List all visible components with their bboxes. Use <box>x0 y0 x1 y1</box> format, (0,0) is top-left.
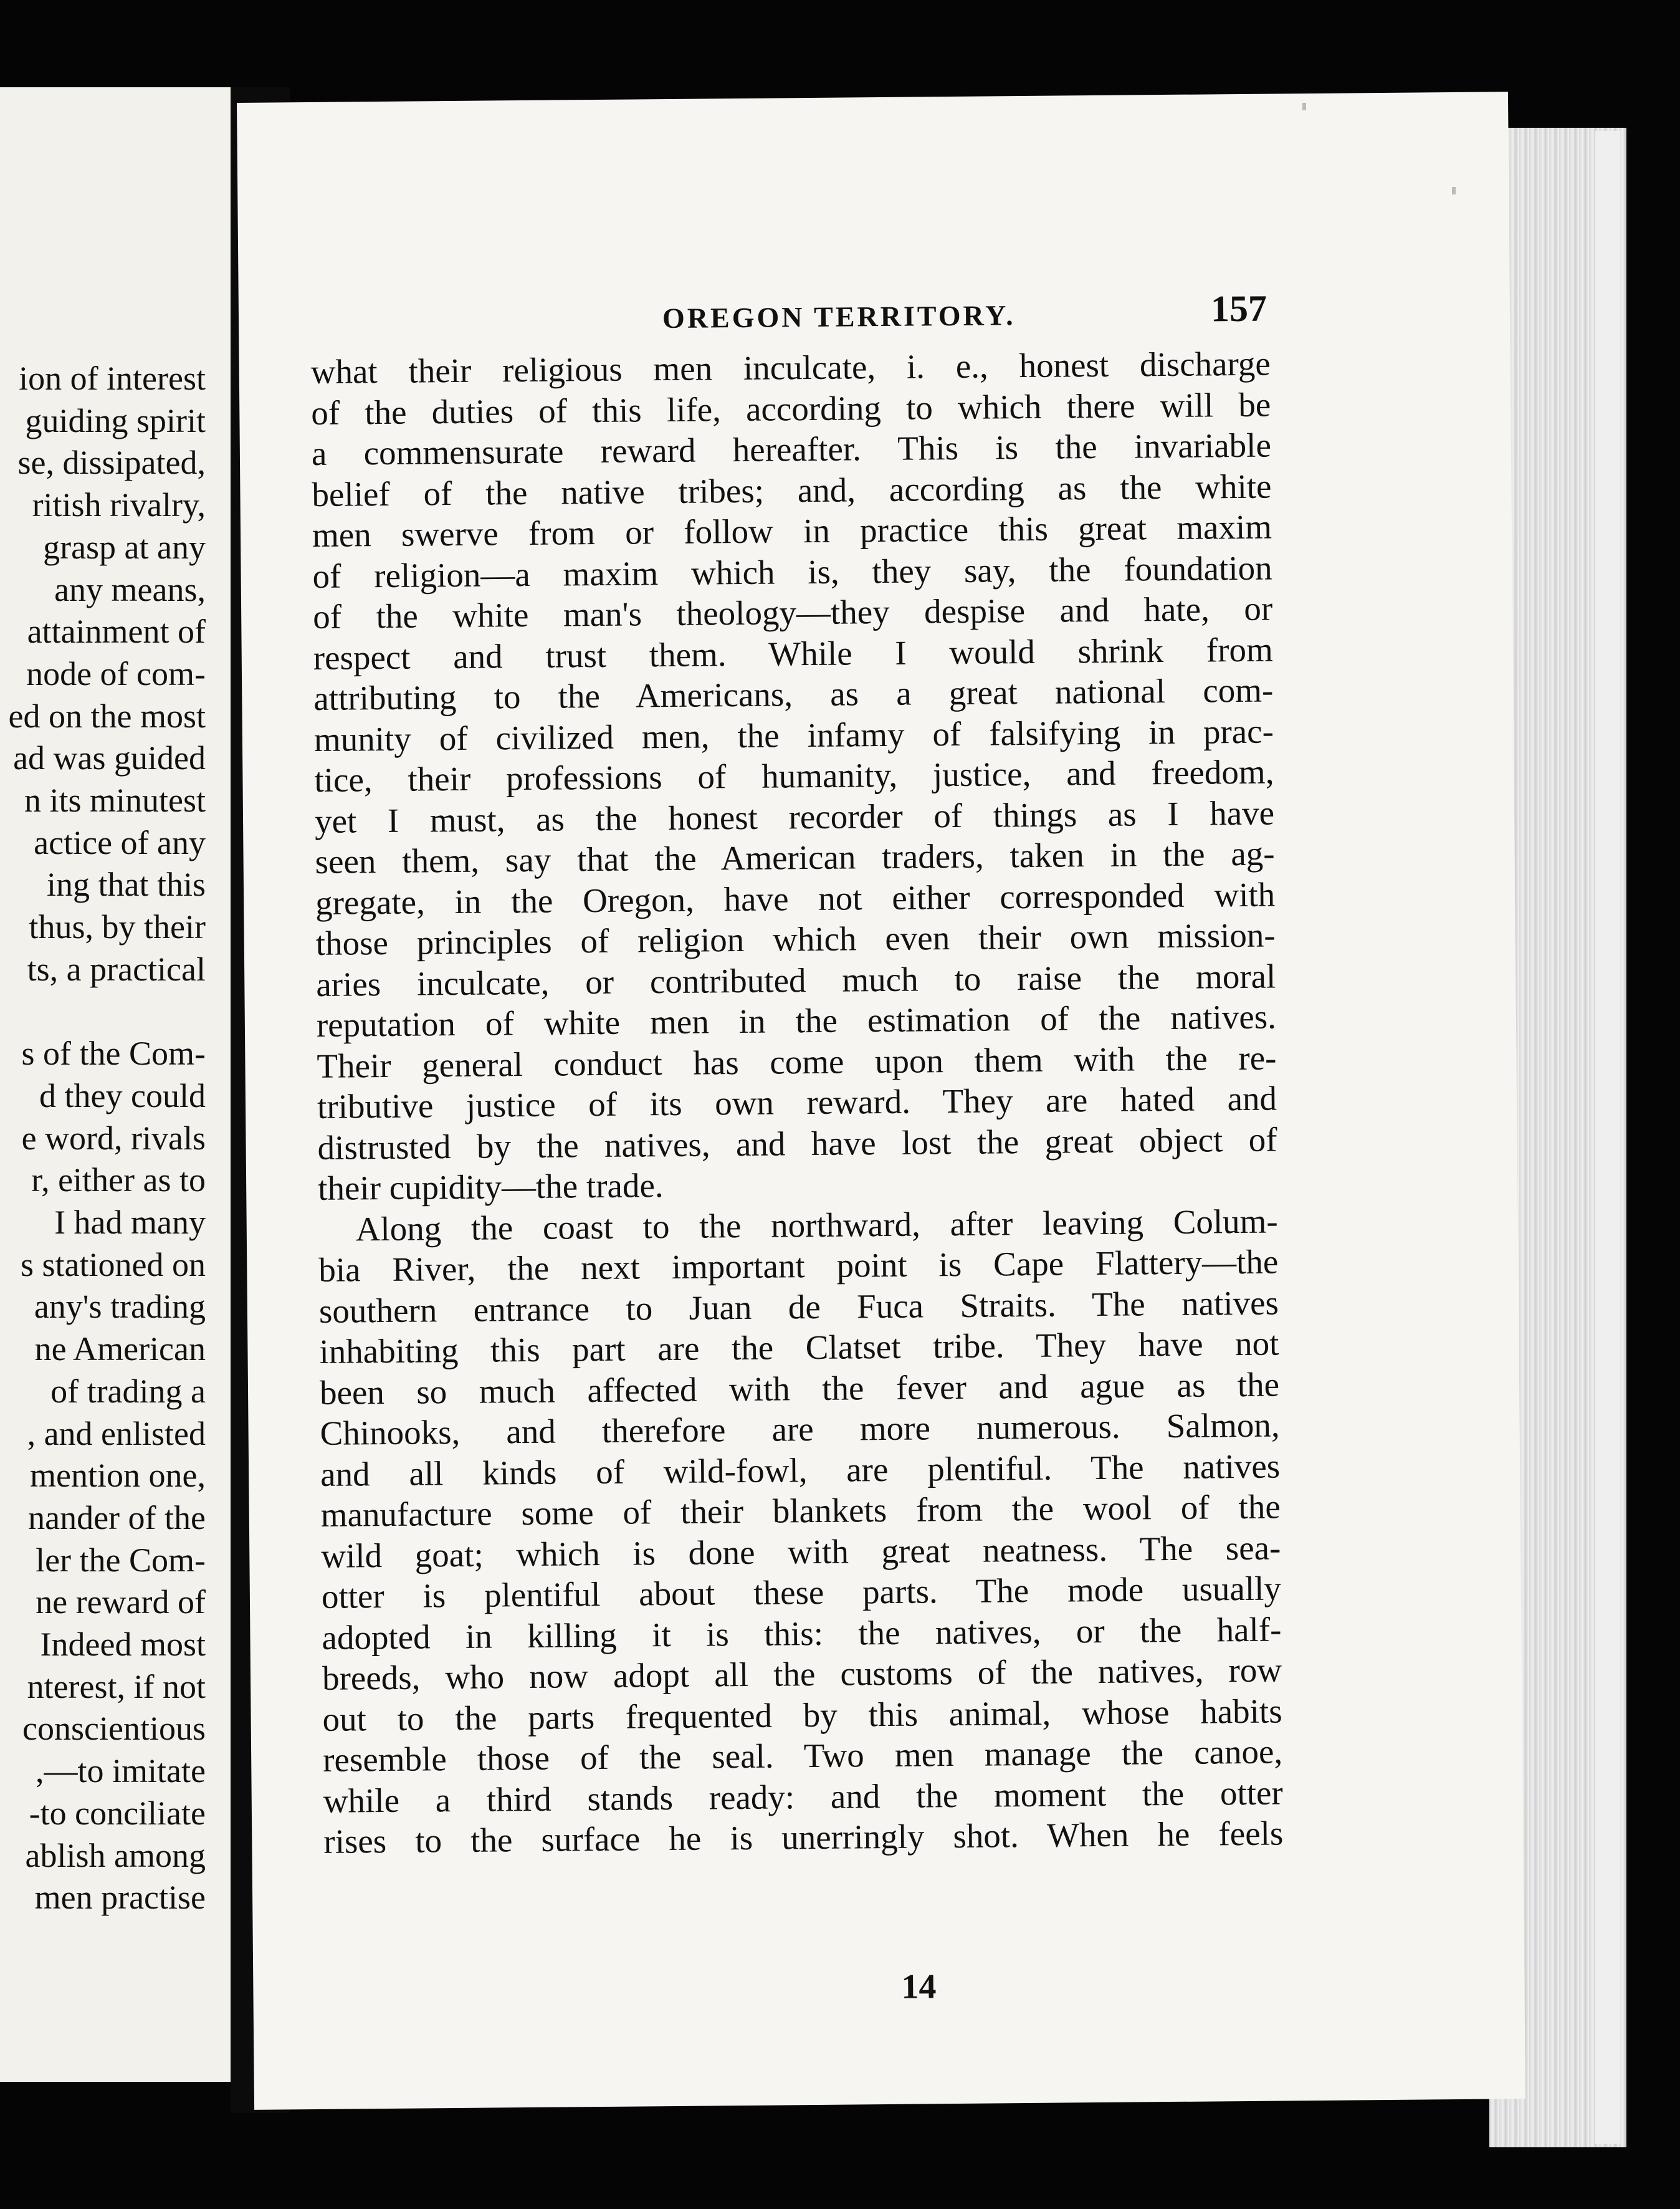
text-line: distrusted by the natives, and have lost the great object of <box>317 1119 1277 1167</box>
left-page <box>0 87 231 2082</box>
text-line: otter is plentiful about these parts. The mode usually <box>321 1569 1282 1616</box>
left-page-line: thus, by their <box>29 908 206 946</box>
left-page-line: ts, a practical <box>27 950 206 988</box>
left-page-line: nterest, if not <box>27 1667 206 1705</box>
text-line: Their general conduct has come upon them with the re- <box>317 1038 1277 1085</box>
left-page-line: ion of interest <box>19 360 206 397</box>
text-line: yet I must, as the honest recorder of things as I have <box>314 793 1275 840</box>
text-line: rises to the surface he is unerringly shot. When he feels <box>323 1814 1284 1861</box>
text-line: reputation of white men in the estimation of the natives. <box>316 997 1277 1044</box>
left-page-line: s of the Com- <box>21 1035 206 1073</box>
scan-speck <box>1302 103 1306 110</box>
text-line: resemble those of the seal. Two men manage the canoe, <box>322 1732 1283 1779</box>
left-page-line: of trading a <box>50 1372 206 1410</box>
text-line: manufacture some of their blankets from the wool of the <box>320 1487 1281 1534</box>
left-page-line: ing that this <box>47 866 206 904</box>
left-page-line: ablish among <box>25 1836 206 1874</box>
text-line: bia River, the next important point is Cape Flattery—the <box>318 1242 1279 1289</box>
left-page-line: , and enlisted <box>27 1414 206 1452</box>
text-line: inhabiting this part are the Clatset tribe. They have not <box>319 1324 1279 1371</box>
left-page-line: any's trading <box>34 1288 206 1326</box>
text-line: while a third stands ready: and the moment the otter <box>323 1773 1283 1820</box>
left-page-line: men practise <box>34 1879 206 1917</box>
body-text <box>310 343 1283 1862</box>
text-line: of religion—a maxim which is, they say, the foundation <box>312 549 1272 595</box>
text-line: adopted in killing it is this: the natives, or the half- <box>322 1609 1282 1657</box>
text-line: tice, their professions of humanity, justice, and freedom, <box>314 752 1274 799</box>
text-line: respect and trust them. While I would shrink from <box>313 630 1273 677</box>
left-page-line: node of com- <box>26 654 206 692</box>
left-page-line: guiding spirit <box>25 401 206 439</box>
text-line: of the white man's theology—they despise and hate, or <box>312 589 1273 636</box>
text-line: breeds, who now adopt all the customs of the natives, row <box>322 1651 1282 1697</box>
left-page-line: -to conciliate <box>29 1794 206 1832</box>
left-page-line: ad was guided <box>13 739 206 777</box>
left-page-line: se, dissipated, <box>17 444 206 482</box>
left-page-line: n its minutest <box>24 782 206 819</box>
left-page-line: e word, rivals <box>21 1119 206 1157</box>
left-page-line: attainment of <box>27 613 206 651</box>
text-line: attributing to the Americans, as a great national com- <box>313 671 1274 717</box>
left-page-line: s stationed on <box>21 1245 206 1283</box>
left-page-line: Indeed most <box>40 1626 206 1663</box>
page-number: 157 <box>1210 287 1267 330</box>
left-page-line: ritish rivalry, <box>32 486 206 524</box>
running-head: OREGON TERRITORY. <box>662 299 1016 335</box>
text-line: seen them, say that the American traders, taken in the ag- <box>315 834 1275 881</box>
signature-mark: 14 <box>901 1967 937 2006</box>
right-page <box>237 92 1525 2110</box>
left-page-line: r, either as to <box>31 1161 206 1199</box>
text-line: those principles of religion which even their own mission- <box>315 916 1276 962</box>
left-page-line: grasp at any <box>43 528 206 566</box>
text-line: of the duties of this life, according to which there will be <box>311 385 1271 432</box>
text-line: wild goat; which is done with great neatness. The sea- <box>321 1528 1281 1575</box>
left-page-line: ne reward of <box>36 1583 206 1621</box>
text-line: tributive justice of its own reward. They are hated and <box>317 1079 1277 1126</box>
text-line: Along the coast to the northward, after leaving Colum- <box>355 1201 1278 1248</box>
left-page-line: I had many <box>54 1204 206 1241</box>
text-line: munity of civilized men, the infamy of falsifying in prac- <box>313 712 1274 759</box>
text-line: southern entrance to Juan de Fuca Straits. The natives <box>318 1283 1279 1330</box>
left-page-line: ,—to imitate <box>36 1752 206 1790</box>
text-line: men swerve from or follow in practice this great maxim <box>312 507 1272 554</box>
left-page-line: ne American <box>34 1330 206 1368</box>
left-page-line: conscientious <box>22 1710 206 1748</box>
text-line: been so much affected with the fever and ague as the <box>319 1364 1280 1412</box>
text-line: a commensurate reward hereafter. This is the invariable <box>311 426 1272 472</box>
text-line: belief of the native tribes; and, according as the white <box>312 467 1272 514</box>
text-line: gregate, in the Oregon, have not either corresponded with <box>315 875 1276 922</box>
text-line: what their religious men inculcate, i. e., honest discharge <box>310 344 1271 391</box>
text-line: out to the parts frequented by this animal, whose habits <box>322 1691 1282 1738</box>
left-page-line: mention one, <box>30 1457 206 1495</box>
page-edge-right <box>1595 131 1620 2144</box>
left-page-line: d they could <box>39 1076 206 1114</box>
left-page-line: nander of the <box>28 1498 206 1536</box>
left-page-line: ed on the most <box>8 697 206 735</box>
text-line: Chinooks, and therefore are more numerous. Salmon, <box>320 1406 1280 1452</box>
text-line: their cupidity—the trade. <box>317 1166 664 1207</box>
text-line: and all kinds of wild-fowl, are plentiful. The natives <box>320 1446 1281 1493</box>
scan-speck <box>1452 187 1456 194</box>
text-line: aries inculcate, or contributed much to raise the moral <box>316 957 1276 1004</box>
left-page-line: actice of any <box>34 823 206 861</box>
left-page-line: ler the Com- <box>36 1541 206 1579</box>
left-page-line: any means, <box>54 570 206 608</box>
